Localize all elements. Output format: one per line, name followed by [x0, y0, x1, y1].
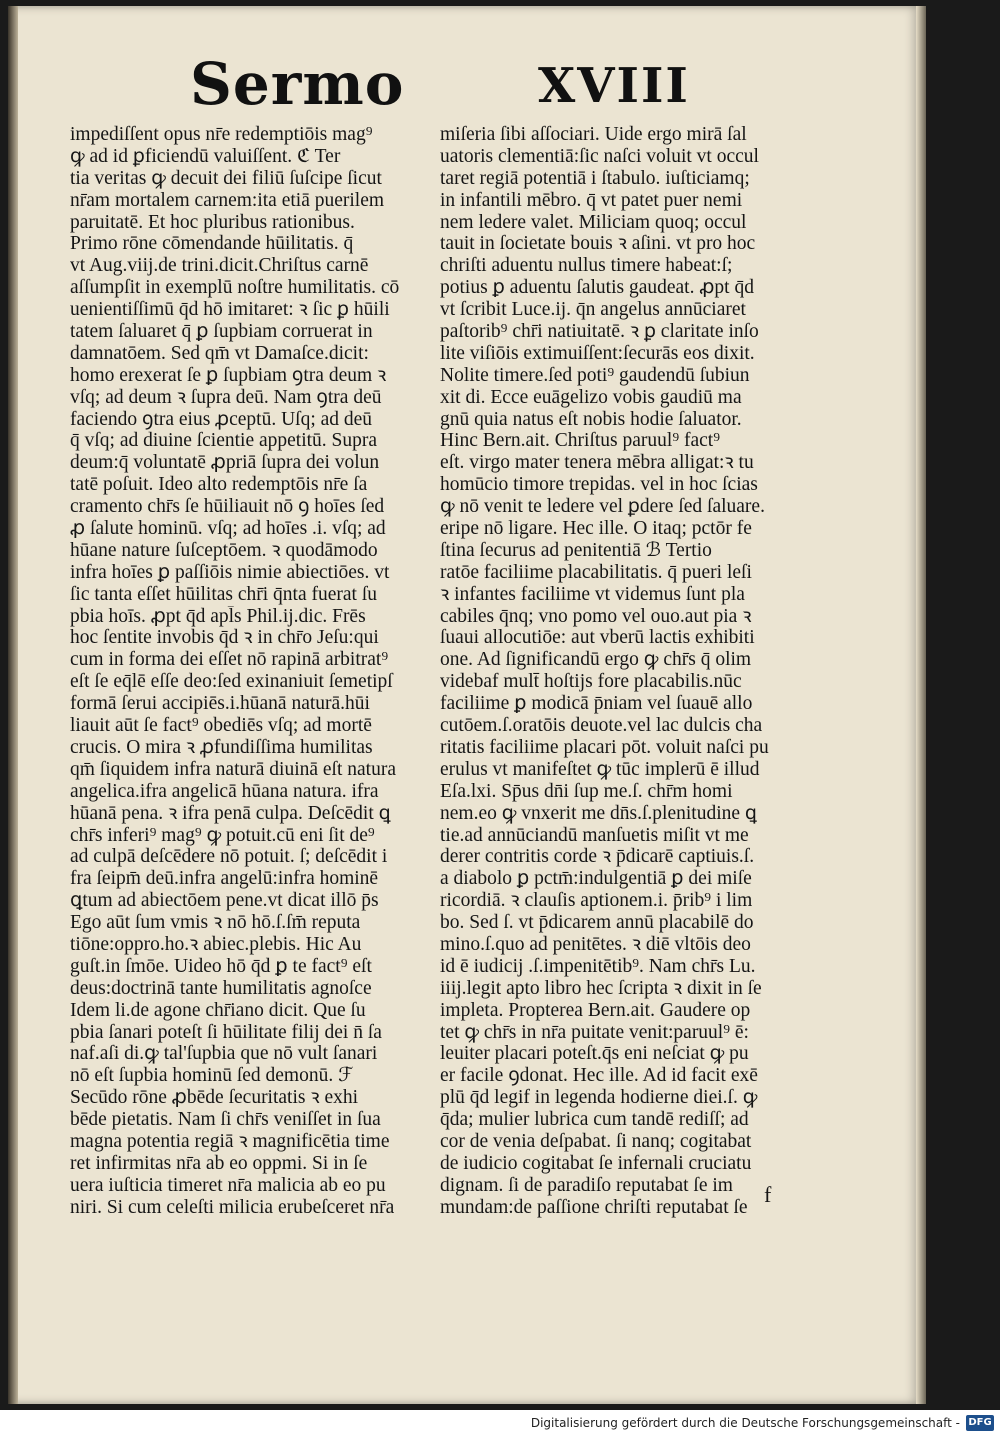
text-line: chriſti aduentu nullus timere habeat:ſ;	[440, 255, 733, 277]
text-line: Nolite timere.ſed poti⁹ gaudendū ſubiun	[440, 364, 750, 386]
text-line: guſt.in ſmōe. Uideo hō q̄d ꝑ te fact⁹ eſt	[70, 955, 372, 977]
text-line: plū q̄d legif in legenda hodierne diei.ſ. ꝙ	[440, 1087, 758, 1109]
text-line: ricordiā. ꝛ clauſis aptionem.i. p̄rib⁹ i lim	[440, 890, 753, 912]
text-line: cutōem.ſ.oratōis deuote.vel lac dulcis cha	[440, 715, 763, 737]
text-line: Eſa.lxi. Sp̄us dn̄i ſup me.ſ. chr̄m homi	[440, 780, 733, 802]
text-line: cabiles q̄nq; vno pomo vel ouo.aut pia ꝛ	[440, 605, 752, 627]
text-line: dignam. ſi de paradiſo reputabat ſe im	[440, 1174, 733, 1196]
text-line: mino.ſ.quo ad penitētes. ꝛ diē vltōis deo	[440, 933, 751, 955]
text-line: Idem li.de agone chr̄iano dicit. Que ſu	[70, 999, 366, 1021]
text-line: chr̄s inferi⁹ mag⁹ ꝙ potuit.cū eni ſit de⁹	[70, 824, 375, 846]
footer-credit: Digitalisierung gefördert durch die Deutsche Forschungsgemeinschaft -	[530, 1416, 960, 1430]
text-line: faciendo ꝯtra eius ꝓceptū. Uſq; ad deū	[70, 408, 373, 430]
text-line: ꝙ ad id ꝑficiendū valuiſſent. ℭ Ter	[70, 145, 341, 167]
text-line: ſtina ſecurus ad penitentiā ℬ Tertio	[440, 539, 712, 561]
text-line: videbaf mult̄ hoſtijs fore placabilis.nūc	[440, 671, 742, 693]
footer-bar	[0, 1410, 1000, 1438]
text-line: tia veritas ꝙ decuit dei filiū ſuſcipe ſicut	[70, 167, 382, 189]
text-line: mundam:de paſſione chriſti reputabat ſe	[440, 1196, 748, 1218]
text-line: de iudicio cogitabat ſe infernali cruciatu	[440, 1152, 752, 1174]
text-line: hūane nature ſuſceptōem. ꝛ quodāmodo	[70, 539, 378, 561]
text-line: id ē iudicij .ſ.impenitētib⁹. Nam chr̄s Lu.	[440, 955, 756, 977]
text-line: gnū quia natus eſt nobis hodie ſaluator.	[440, 408, 742, 430]
text-line: in infantili mēbro. q̄ vt patet puer nemi	[440, 189, 743, 211]
text-line: paruitatē. Et hoc pluribus rationibus.	[70, 211, 355, 233]
text-line: q̄da; mulier lubrica cum tandē rediſſ; ad	[440, 1109, 749, 1131]
text-line: magna potentia regiā ꝛ magnificētia time	[70, 1130, 390, 1152]
book-page	[8, 6, 920, 1404]
text-line: ſuaui allocutiōe: aut vberū lactis exhibiti	[440, 627, 755, 649]
text-line: uera iuſticia timeret nr̄a malicia ab eo pu	[70, 1174, 386, 1196]
signature-mark: f	[764, 1182, 772, 1207]
text-line: Hinc Bern.ait. Chriſtus paruul⁹ fact⁹	[440, 430, 721, 452]
text-line: tiōne:oppro.ho.ꝛ abiec.plebis. Hic Au	[70, 933, 362, 955]
text-line: xit di. Ecce euāgelizo vobis gaudiū ma	[440, 386, 742, 408]
text-line: infra hoīes ꝑ paſſiōis nimie abiectiōes. vt	[70, 561, 390, 583]
text-line: deus:doctrinā tante humilitatis agnoſce	[70, 977, 372, 999]
text-line: taret regiā potentiā i ſtabulo. iuſticiamq;	[440, 167, 750, 189]
text-line: er facile ꝯdonat. Hec ille. Ad id facit exē	[440, 1065, 758, 1087]
text-line: ſic tanta eſſet hūilitas chr̄i q̄nta fuerat ſu	[70, 583, 378, 605]
running-head-number: XVIII	[538, 58, 690, 114]
text-line: impleta. Propterea Bern.ait. Gaudere op	[440, 999, 751, 1021]
text-line: cor de venia deſpabat. ſi nanq; cogitabat	[440, 1130, 752, 1152]
text-line: eſt. virgo mater tenera mēbra alligat:ꝛ tu	[440, 452, 754, 474]
text-line: fra ſeipm̄ deū.infra angelū:infra hominē	[70, 868, 379, 890]
page-edge	[916, 6, 926, 1404]
text-line: damnatōem. Sed qm̄ vt Damaſce.dicit:	[70, 342, 369, 364]
text-column-left	[70, 124, 440, 1219]
text-line: bēde pietatis. Nam ſi chr̄s veniſſet in ſua	[70, 1109, 381, 1131]
text-line: ret infirmitas nr̄a ab eo oppmi. Si in ſe	[70, 1152, 368, 1174]
text-line: ꝗtum ad abiectōem pene.vt dicat illō p̄s	[70, 890, 379, 912]
dfg-logo: DFG	[966, 1415, 994, 1431]
text-line: nem.eo ꝙ vnxerit me dn̄s.ſ.plenitudine ꝗ	[440, 802, 757, 824]
text-line: tie.ad annūciandū manſuetis miſit vt me	[440, 824, 749, 846]
text-line: faciliime ꝑ modicā p̄niam vel ſuauē allo	[440, 693, 753, 715]
text-line: hoc ſentite invobis q̄d ꝛ in chr̄o Jeſu:qui	[70, 627, 379, 649]
text-line: ritatis faciliime placari pōt. voluit naſci pu	[440, 736, 769, 758]
binding-edge	[8, 6, 18, 1404]
text-column-right	[440, 124, 810, 1219]
text-line: derer contritis corde ꝛ p̄dicarē captiuis.ſ.	[440, 846, 755, 868]
text-line: homūcio timore trepidas. vel in hoc ſcias	[440, 474, 758, 496]
text-line: vt ſcribit Luce.ij. q̄n angelus annūciaret	[440, 299, 746, 321]
text-line: vt Aug.viij.de trini.dicit.Chriſtus carnē	[70, 255, 369, 277]
text-line: hūanā pena. ꝛ ifra penā culpa. Deſcēdit ꝗ	[70, 802, 391, 824]
text-line: qm̄ ſiquidem infra naturā diuinā eſt natura	[70, 758, 396, 780]
text-line: cum in forma dei eſſet nō rapinā arbitrat⁹	[70, 649, 389, 671]
text-line: niri. Si cum celeſti milicia erubeſceret nr̄a	[70, 1196, 395, 1218]
text-line: eſt ſe eq̄lē eſſe deo:ſed exinaniuit ſemetipſ	[70, 671, 393, 693]
text-line: crucis. O mira ꝛ ꝓfundiſſima humilitas	[70, 736, 373, 758]
text-line: Secūdo rōne ꝓbēde ſecuritatis ꝛ exhi	[70, 1087, 359, 1109]
text-line: Ego aūt ſum vmis ꝛ nō hō.ſ.ſm̄ reputa	[70, 912, 361, 934]
text-line: lite viſiōis extimuiſſent:ſecurās eos dixit.	[440, 342, 755, 364]
text-line: erulus vt manifeſtet ꝙ tūc implerū ē illud	[440, 758, 760, 780]
text-line: leuiter placari poteſt.q̄s eni neſciat ꝙ pu	[440, 1043, 749, 1065]
text-line: ꝙ nō venit te ledere vel ꝑdere ſed ſaluare.	[440, 496, 765, 518]
text-line: deum:q̄ voluntatē ꝓpriā ſupra dei volun	[70, 452, 380, 474]
text-line: pbia hoīs. ꝓpt q̄d apl̄s Phil.ij.dic. Frēs	[70, 605, 366, 627]
text-line: ratōe faciliime placabilitatis. q̄ pueri leſi	[440, 561, 752, 583]
text-line: pbia ſanari poteſt ſi hūilitate filij dei n̄ ſa	[70, 1021, 382, 1043]
text-line: tauit in ſocietate bouis ꝛ aſini. vt pro hoc	[440, 233, 756, 255]
text-line: angelica.ifra angelicā hūana natura. ifra	[70, 780, 379, 802]
text-line: potius ꝑ aduentu ſalutis gaudeat. ꝓpt q̄d	[440, 277, 754, 299]
text-line: naf.aſi di.ꝙ tal'ſupbia que nō vult ſanari	[70, 1043, 378, 1065]
text-line: q̄ vſq; ad diuine ſcientie appetitū. Supra	[70, 430, 378, 452]
text-line: tet ꝙ chr̄s in nr̄a puitate venit:paruul⁹ ē:	[440, 1021, 749, 1043]
text-line: iiij.legit apto libro hec ſcripta ꝛ dixit in ſe	[440, 977, 762, 999]
text-line: Primo rōne cōmendande hūilitatis. q̄	[70, 233, 354, 255]
text-line: uatoris clementiā:ſic naſci voluit vt occul	[440, 145, 759, 167]
text-line: ad culpā deſcēdere nō potuit. ſ; deſcēdit i	[70, 846, 388, 868]
text-line: one. Ad ſignificandū ergo ꝙ chr̄s q̄ olim	[440, 649, 752, 671]
text-line: tatem ſaluaret q̄ ꝑ ſupbiam corruerat in	[70, 321, 373, 343]
text-line: a diabolo ꝑ pctm̄:indulgentiā ꝑ dei miſe	[440, 868, 752, 890]
text-line: ꝓ ſalute hominū. vſq; ad hoīes .i. vſq; ad	[70, 518, 386, 540]
text-line: paſtorib⁹ chr̄i natiuitatē. ꝛ ꝑ claritate inſo	[440, 321, 759, 343]
text-line: aſſumpſit in exemplū noſtre humilitatis. cō	[70, 277, 400, 299]
running-head-title: Sermo	[190, 50, 405, 118]
text-line: eripe nō ligare. Hec ille. O itaq; pctōr fe	[440, 518, 752, 540]
text-line: ꝛ infantes faciliime vt videmus ſunt pla	[440, 583, 745, 605]
text-line: cramento chr̄s ſe hūiliauit nō ꝯ hoīes ſed	[70, 496, 385, 518]
text-line: formā ſerui accipiēs.i.hūanā naturā.hūi	[70, 693, 370, 715]
text-line: miſeria ſibi aſſociari. Uide ergo mirā ſal	[440, 124, 747, 145]
text-line: nem ledere valet. Miliciam quoq; occul	[440, 211, 747, 233]
text-line: tatē poſuit. Ideo alto redemptōis nr̄e ſa	[70, 474, 368, 496]
text-line: homo erexerat ſe ꝑ ſupbiam ꝯtra deum ꝛ	[70, 364, 387, 386]
text-line: bo. Sed ſ. vt p̄dicarem annū placabilē do	[440, 912, 754, 934]
text-line: uenientiſſimū q̄d hō imitaret: ꝛ ſic ꝑ hūili	[70, 299, 390, 321]
text-line: vſq; ad deum ꝛ ſupra deū. Nam ꝯtra deū	[70, 386, 382, 408]
text-line: liauit aūt ſe fact⁹ obediēs vſq; ad mortē	[70, 715, 372, 737]
text-line: nr̄am mortalem carnem:ita etiā puerilem	[70, 189, 385, 211]
text-line: nō eſt ſupbia hominū ſed demonū. ℱ	[70, 1065, 354, 1087]
text-line: impediſſent opus nr̄e redemptiōis mag⁹	[70, 124, 373, 145]
